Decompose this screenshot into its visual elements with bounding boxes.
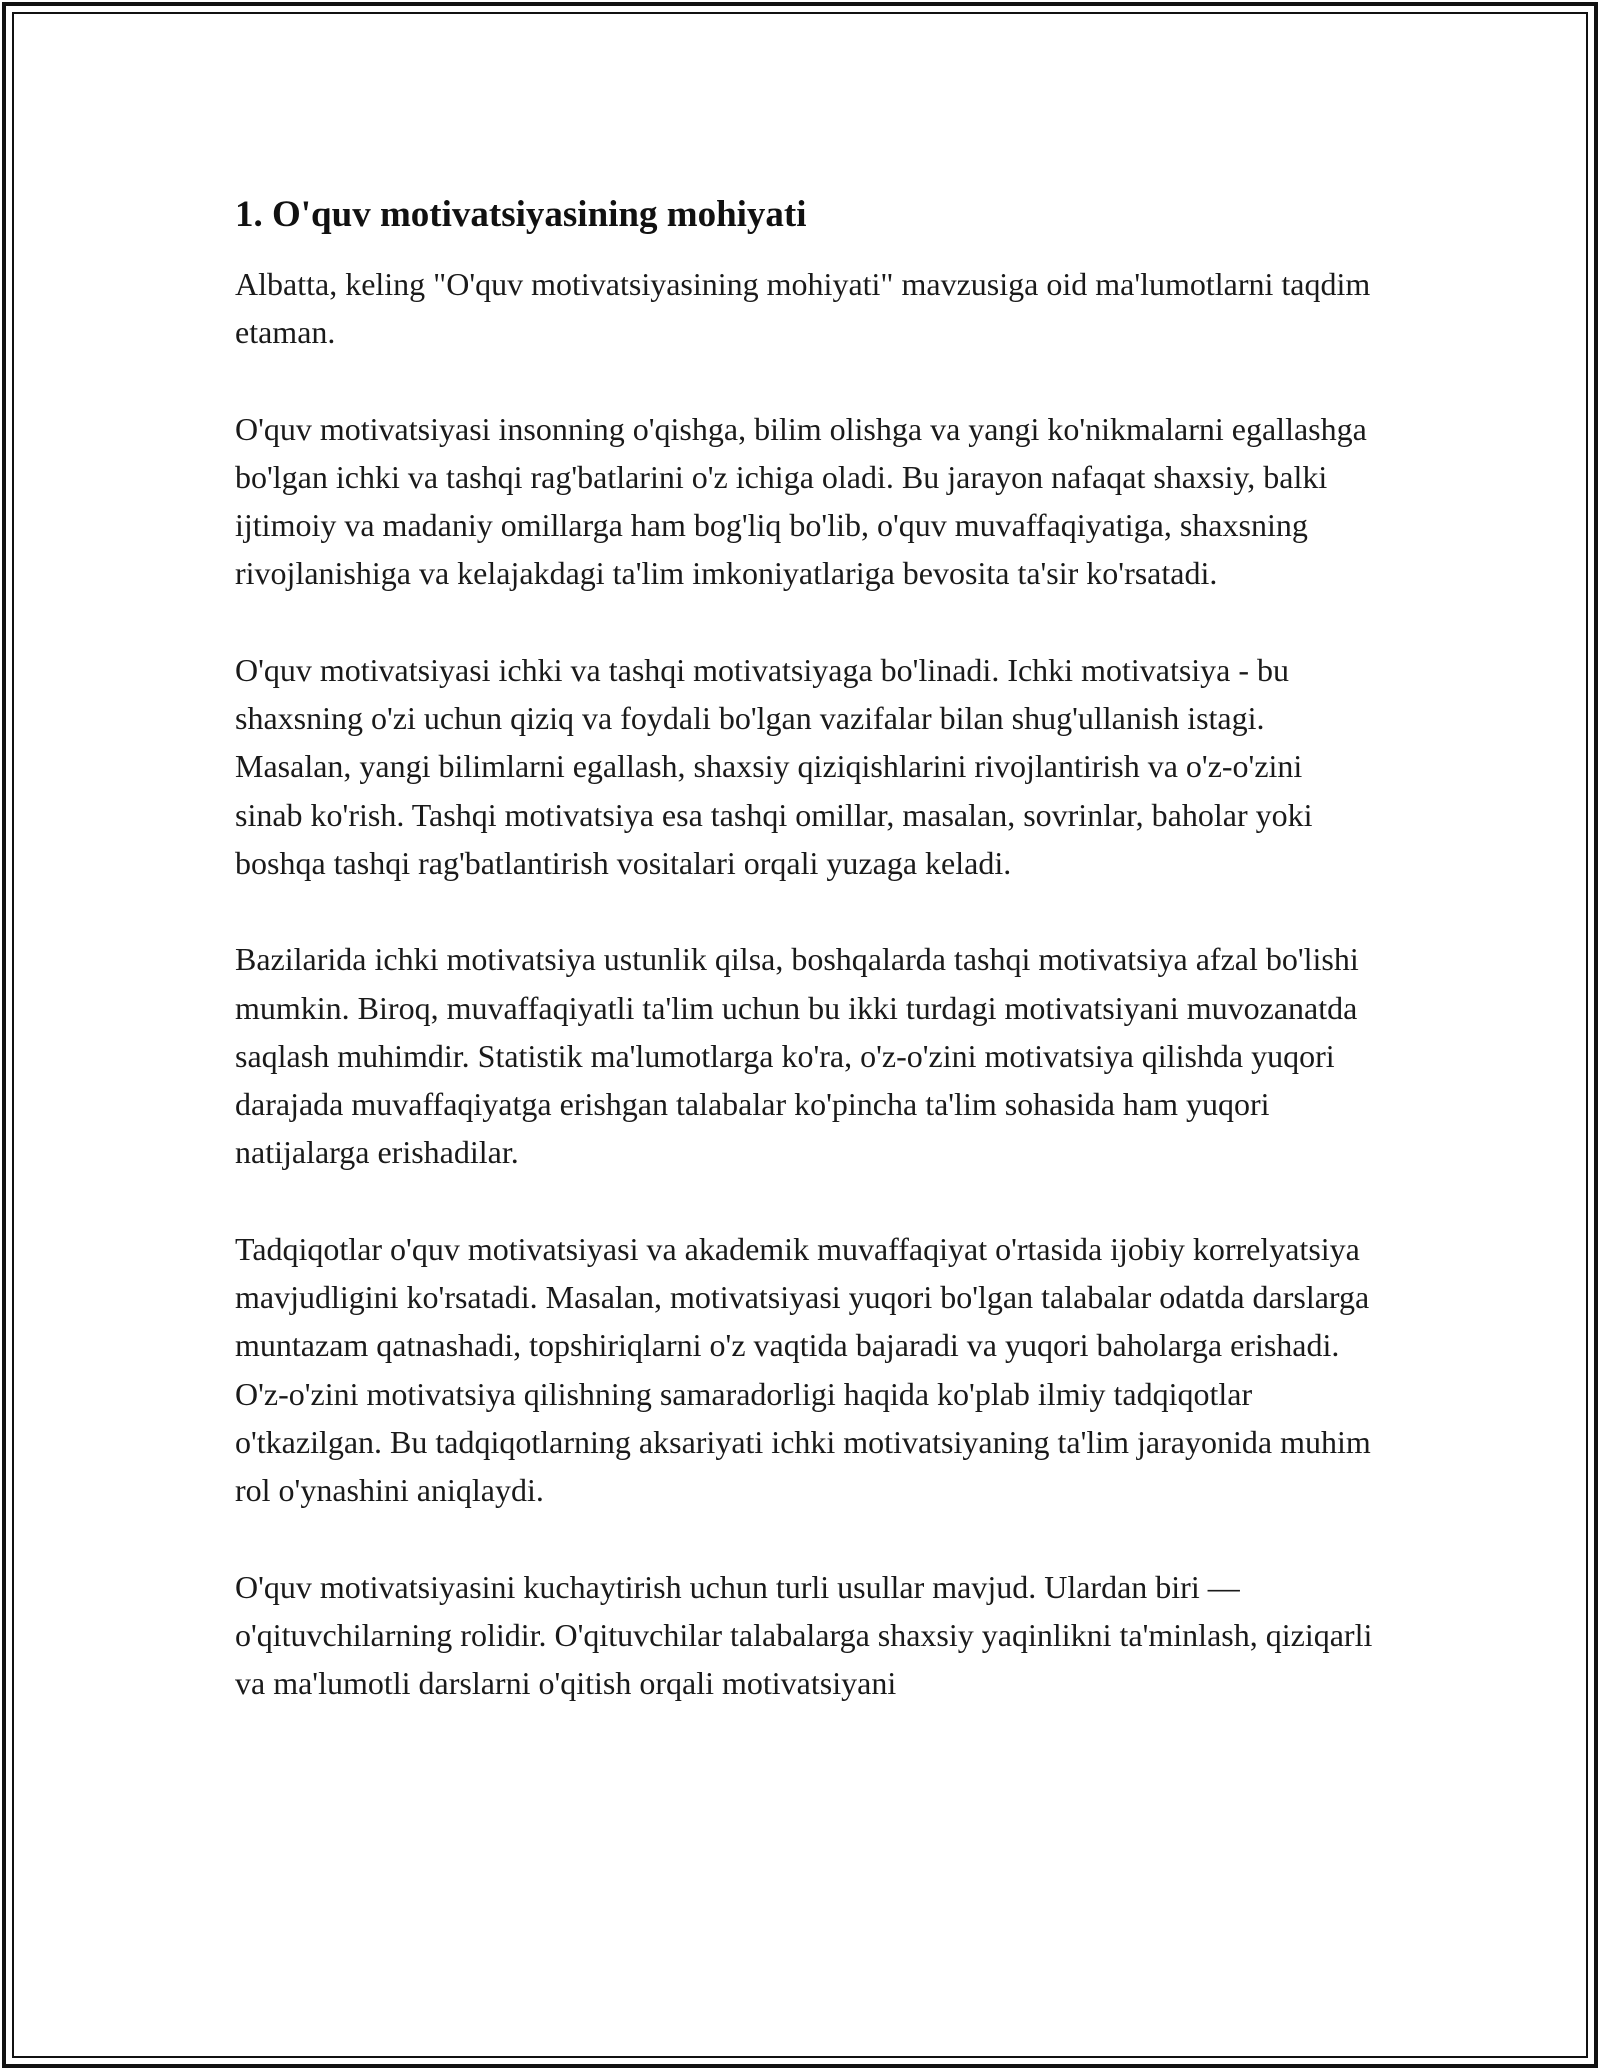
document-body bbox=[235, 190, 1375, 1755]
paragraph-types: O'quv motivatsiyasi ichki va tashqi motivatsiyaga bo'linadi. Ichki motivatsiya - bu shaxsning o'zi uchun qiziq va foydali bo'lgan vazifalar bilan shug'ullanish istagi. Masalan, yangi bilimlarni egallash, shaxsiy qiziqishlarini rivojlantirish va o'z-o'zini sinab ko'rish. Tashqi motivatsiya esa tashqi omillar, masalan, sovrinlar, baholar yoki boshqa tashqi rag'batlantirish vositalari orqali yuzaga keladi. bbox=[235, 651, 1313, 881]
paragraph-intro: Albatta, keling "O'quv motivatsiyasining mohiyati" mavzusiga oid ma'lumotlarni taqdim etaman. bbox=[235, 266, 1371, 351]
section-heading: 1. O'quv motivatsiyasining mohiyati bbox=[235, 194, 807, 235]
paragraph-methods: O'quv motivatsiyasini kuchaytirish uchun turli usullar mavjud. Ulardan biri — o'qituvchilarning rolidir. O'qituvchilar talabalarga shaxsiy yaqinlikni ta'minlash, qiziqarli va ma'lumotli darslarni o'qitish orqali motivatsiyani bbox=[235, 1568, 1373, 1702]
paragraph-definition: O'quv motivatsiyasi insonning o'qishga, bilim olishga va yangi ko'nikmalarni egallashga bo'lgan ichki va tashqi rag'batlarini o'z ichiga oladi. Bu jarayon nafaqat shaxsiy, balki ijtimoiy va madaniy omillarga ham bog'liq bo'lib, o'quv muvaffaqiyatiga, shaxsning rivojlanishiga va kelajakdagi ta'lim imkoniyatlariga bevosita ta'sir ko'rsatadi. bbox=[235, 410, 1367, 592]
paragraph-balance: Bazilarida ichki motivatsiya ustunlik qilsa, boshqalarda tashqi motivatsiya afzal bo'lishi mumkin. Biroq, muvaffaqiyatli ta'lim uchun bu ikki turdagi motivatsiyani muvozanatda saqlash muhimdir. Statistik ma'lumotlarga ko'ra, o'z-o'zini motivatsiya qilishda yuqori darajada muvaffaqiyatga erishgan talabalar ko'pincha ta'lim sohasida ham yuqori natijalarga erishadilar. bbox=[235, 941, 1359, 1171]
paragraph-research: Tadqiqotlar o'quv motivatsiyasi va akademik muvaffaqiyat o'rtasida ijobiy korrelyatsiya mavjudligini ko'rsatadi. Masalan, motivatsiyasi yuqori bo'lgan talabalar odatda darslarga muntazam qatnashadi, topshiriqlarni o'z vaqtida bajaradi va yuqori baholarga erishadi. O'z-o'zini motivatsiya qilishning samaradorligi haqida ko'plab ilmiy tadqiqotlar o'tkazilgan. Bu tadqiqotlarning aksariyati ichki motivatsiyaning ta'lim jarayonida muhim rol o'ynashini aniqlaydi. bbox=[235, 1230, 1371, 1509]
